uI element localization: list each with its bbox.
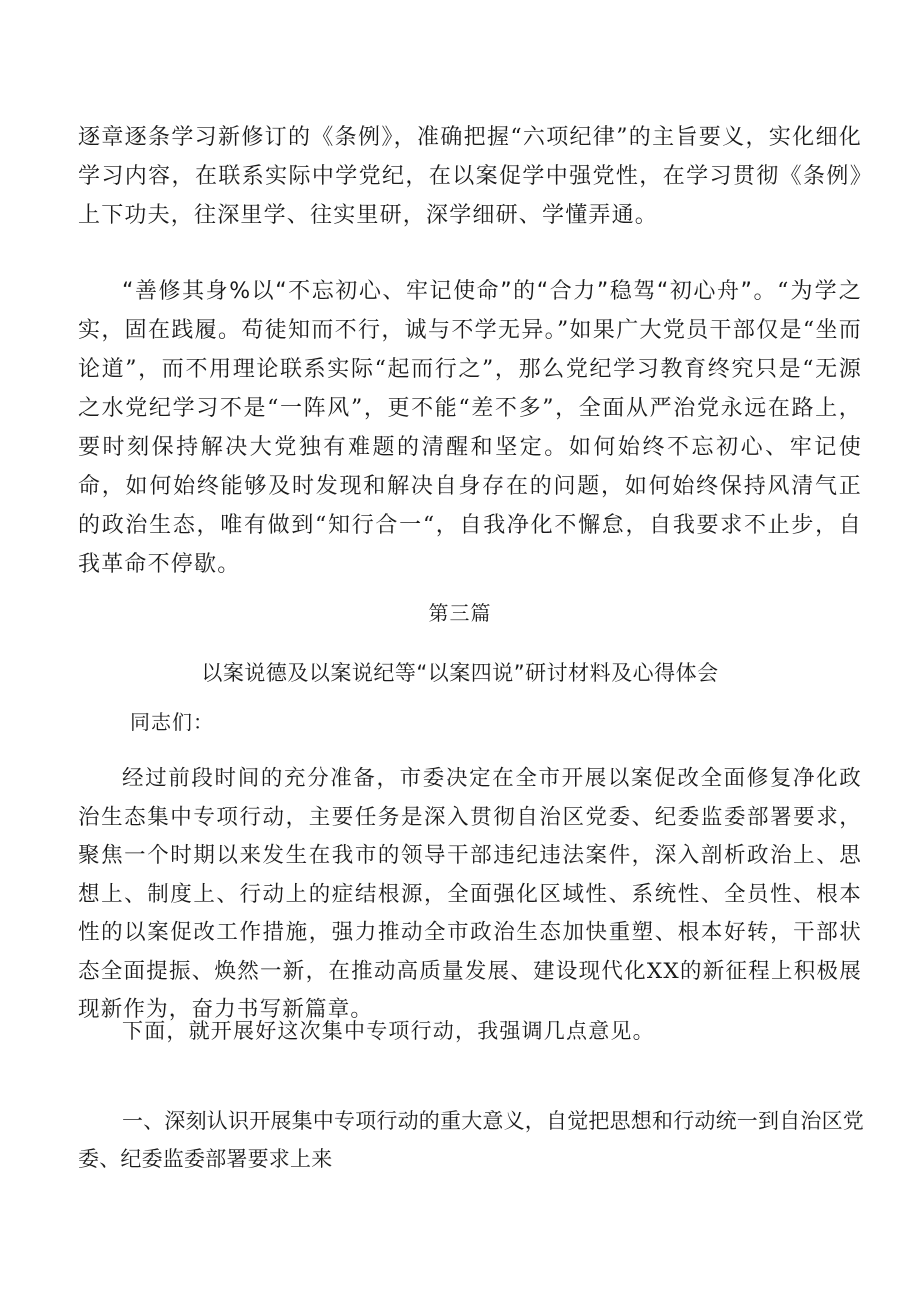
section-heading-1: 一、深刻认识开展集中专项行动的重大意义，自觉把思想和行动统一到自治区党委、纪委监委部署要求上来 <box>78 1109 864 1171</box>
body-paragraph-special-action: 经过前段时间的充分准备，市委决定在全市开展以案促改全面修复净化政治生态集中专项行动，主要任务是深入贯彻自治区党委、纪委监委部署要求，聚焦一个时期以来发生在我市的领导干部违纪违法案件，深入剖析政治上、思想上、制度上、行动上的症结根源，全面强化区域性、系统性、全员性、根本性的以案促改工作措施，强力推动全市政治生态加快重塑、根本好转，干部状态全面提振、焕然一新，在推动高质量发展、建设现代化XX的新征程上积极展现新作为，奋力书写新篇章。 <box>78 766 862 1022</box>
body-paragraph-opinions-intro: 下面，就开展好这次集中专项行动，我强调几点意见。 <box>122 1019 655 1043</box>
paragraph-body-text: “为学之实，固在践履。苟徒知而不行，诚与不学无异。”如果广大党员干部仅是“坐而论道”，而不用理论联系实际“起而行之”，那么党纪学习教育终究只是“无源之水党纪学习不是“一阵风”，更不能“差不多”，全面从严治党永远在路上，要时刻保持解决大党独有难题的清醒和坚定。如何始终不忘初心、牢记使命，如何始终能够及时发现和解决自身存在的问题，如何始终保持风清气正的政治生态，唯有做到“知行合一“，自我净化不懈怠，自我要求不止步，自我革命不停歇。 <box>78 279 862 577</box>
document-title: 以案说德及以案说纪等“以案四说”研讨材料及心得体会 <box>201 661 719 685</box>
body-paragraph-unity-knowledge-action <box>78 272 862 584</box>
paragraph-lead-sentence: “善修其身%以“不忘初心、牢记使命”的“合力”稳驾“初心舟”。 <box>122 279 778 304</box>
section-label: 第三篇 <box>428 601 492 625</box>
body-paragraph-study-regulations: 逐章逐条学习新修订的《条例》，准确把握“六项纪律”的主旨要义，实化细化学习内容，在联系实际中学党纪，在以案促学中强党性，在学习贯彻《条例》上下功夫，往深里学、往实里研，深学细研、学懂弄通。 <box>78 125 862 228</box>
greeting: 同志们： <box>130 710 214 734</box>
